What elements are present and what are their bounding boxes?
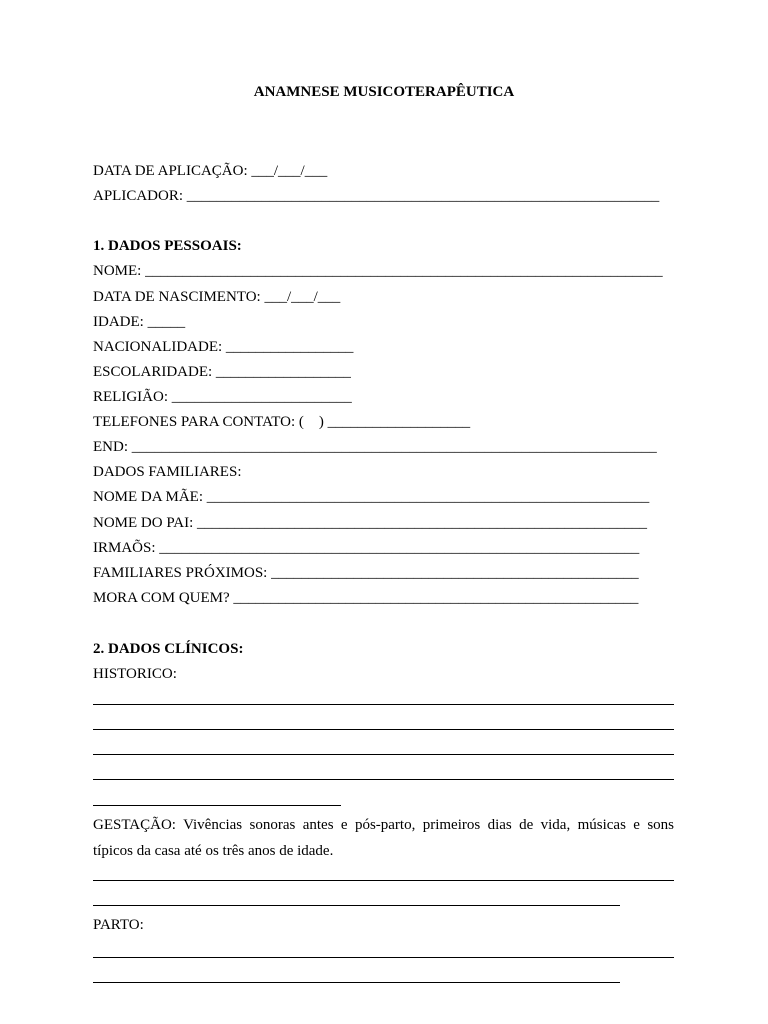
history-answer-line: [93, 704, 674, 705]
history-answer-line: [93, 729, 674, 730]
gestation-answer-line: [93, 905, 620, 906]
siblings-field: IRMAÕS: ________________________________________________________________: [93, 540, 640, 556]
history-answer-line: [93, 754, 674, 755]
gestation-paragraph: GESTAÇÃO: Vivências sonoras antes e pós-parto, primeiros dias de vida, músicas e sons típicos da casa até os três anos de idade.: [93, 817, 674, 859]
birth-answer-line: [93, 982, 620, 983]
close-relatives-field: FAMILIARES PRÓXIMOS: _________________________________________________: [93, 565, 639, 581]
birth-answer-line: [93, 957, 674, 958]
document-title: ANAMNESE MUSICOTERAPÊUTICA: [253, 84, 515, 100]
religion-field: RELIGIÃO: ________________________: [93, 389, 352, 405]
gestation-answer-line: [93, 880, 674, 881]
nationality-field: NACIONALIDADE: _________________: [93, 339, 354, 355]
history-answer-line: [93, 779, 674, 780]
name-field: NOME: _____________________________________________________________________: [93, 263, 663, 279]
education-field: ESCOLARIDADE: __________________: [93, 364, 351, 380]
phone-field: TELEFONES PARA CONTATO: ( ) ___________________: [93, 414, 471, 430]
mother-name-field: NOME DA MÃE: ___________________________________________________________: [93, 489, 650, 505]
section-personal-data-heading: 1. DADOS PESSOAIS:: [93, 238, 242, 254]
application-date-field: DATA DE APLICAÇÃO: ___/___/___: [93, 163, 328, 179]
address-field: END: ______________________________________________________________________: [93, 439, 657, 455]
applicator-field: APLICADOR: _______________________________________________________________: [93, 188, 660, 204]
history-label: HISTORICO:: [93, 666, 177, 682]
section-clinical-data-heading: 2. DADOS CLÍNICOS:: [93, 641, 244, 657]
father-name-field: NOME DO PAI: ____________________________________________________________: [93, 515, 648, 531]
birth-date-field: DATA DE NASCIMENTO: ___/___/___: [93, 289, 341, 305]
age-field: IDADE: _____: [93, 314, 186, 330]
lives-with-field: MORA COM QUEM? ______________________________________________________: [93, 590, 639, 606]
family-data-label: DADOS FAMILIARES:: [93, 464, 242, 480]
history-answer-line: [93, 805, 341, 806]
birth-label: PARTO:: [93, 917, 144, 933]
